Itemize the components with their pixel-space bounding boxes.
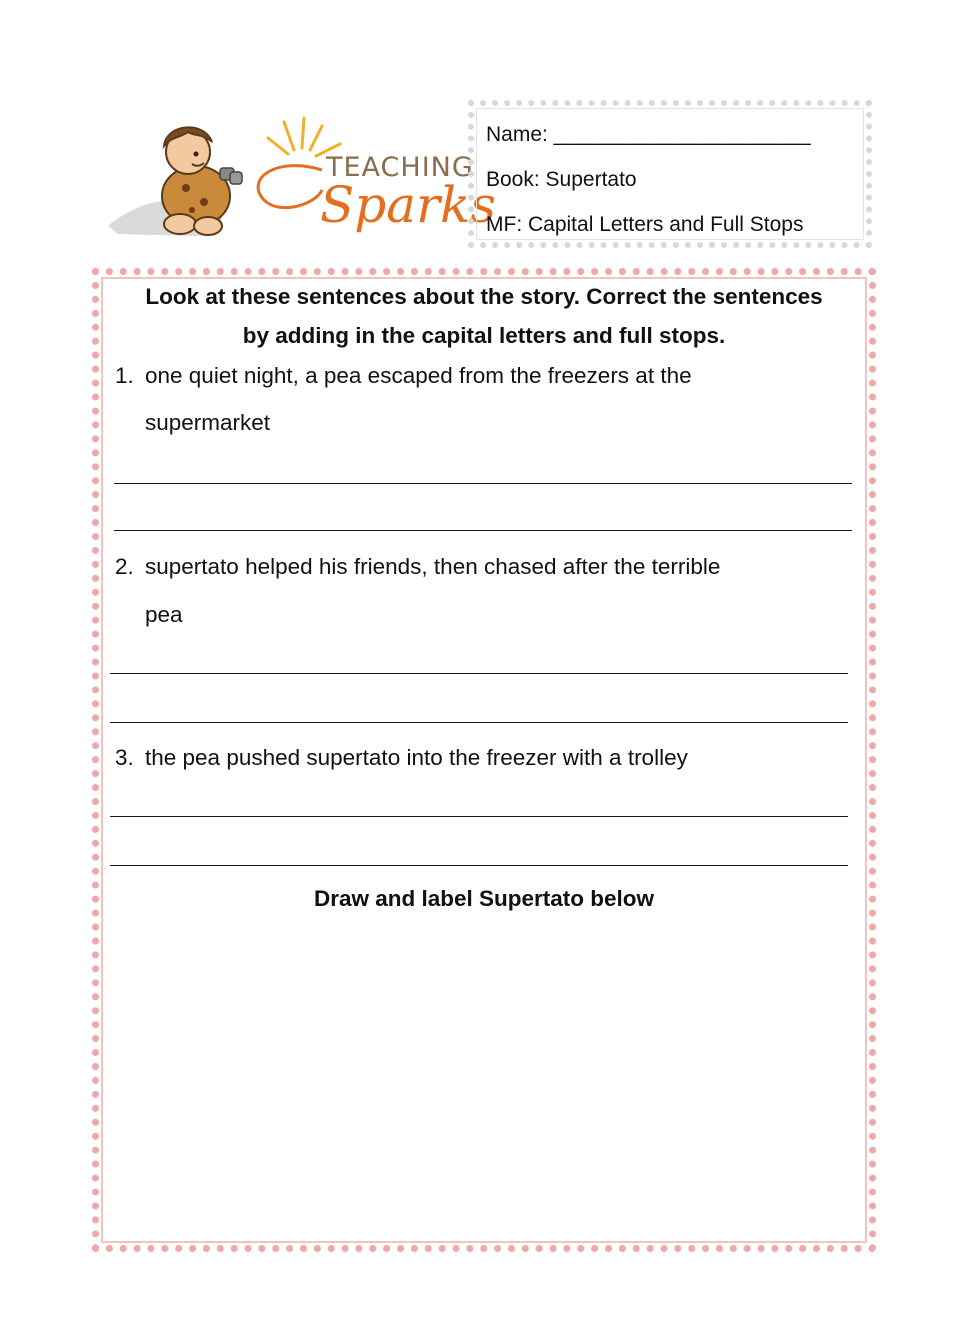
answer-line-3a[interactable] — [110, 816, 848, 817]
student-info-box — [468, 100, 872, 248]
question-2-text-cont: pea — [145, 602, 183, 627]
question-1-text: one quiet night, a pea escaped from the freezers at the — [145, 363, 692, 388]
answer-line-3b[interactable] — [110, 865, 848, 866]
instruction-line-2: by adding in the capital letters and full stops. — [242, 323, 726, 348]
question-1-number: 1. — [115, 363, 134, 388]
question-3-number: 3. — [115, 745, 134, 770]
answer-line-2b[interactable] — [110, 722, 848, 723]
question-2-text: supertato helped his friends, then chased after the terrible — [145, 554, 721, 579]
name-field[interactable]: Name: ______________________ — [486, 123, 811, 146]
draw-label: Draw and label Supertato below — [313, 886, 655, 911]
logo-text-teaching: TEACHING — [326, 152, 474, 183]
answer-line-1a[interactable] — [114, 483, 852, 484]
answer-line-2a[interactable] — [110, 673, 848, 674]
question-3-text: the pea pushed supertato into the freezer with a trolley — [145, 745, 688, 770]
teaching-sparks-logo — [108, 108, 496, 248]
logo-text-sparks: Sparks — [320, 176, 496, 234]
answer-line-1b[interactable] — [114, 530, 852, 531]
instruction-line-1: Look at these sentences about the story. Correct the sentences — [145, 284, 823, 309]
mf-label: MF: Capital Letters and Full Stops — [486, 213, 804, 236]
drawing-area[interactable] — [110, 930, 858, 1230]
question-1-text-cont: supermarket — [145, 410, 271, 435]
book-label: Book: Supertato — [486, 168, 637, 191]
question-2-number: 2. — [115, 554, 134, 579]
